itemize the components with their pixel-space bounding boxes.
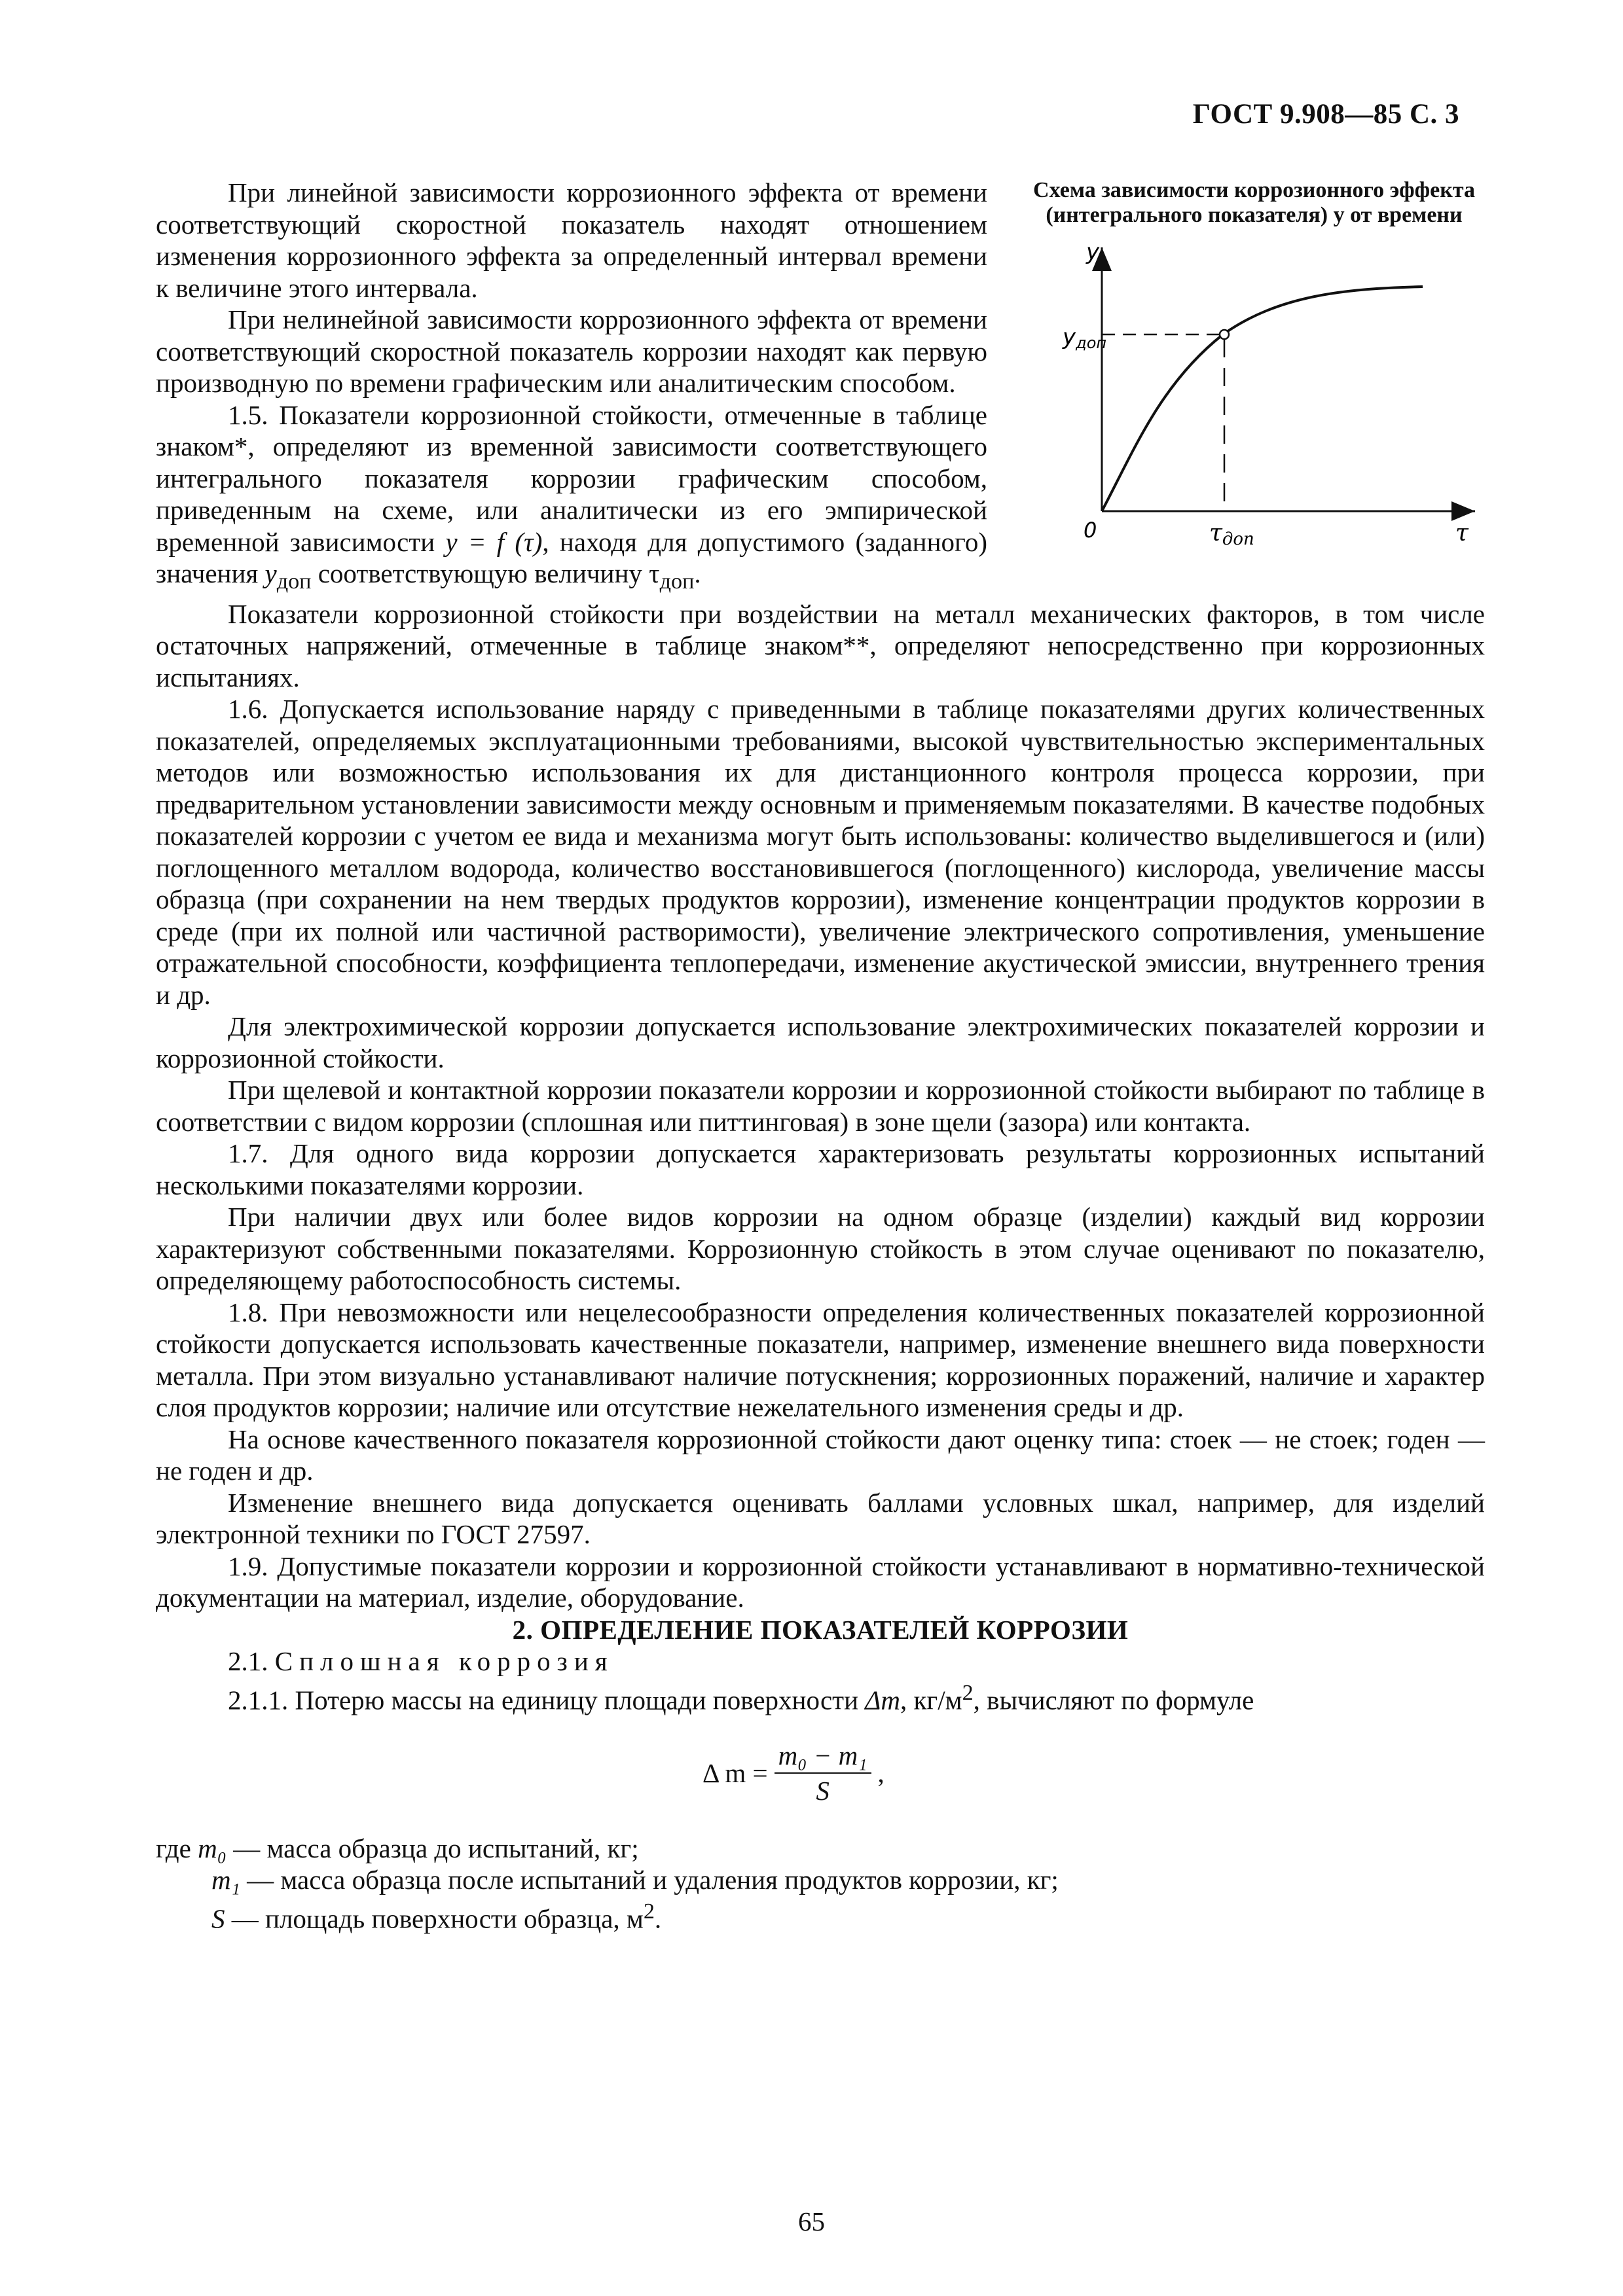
- formula-legend: [156, 1833, 1485, 1935]
- mass-loss-formula: [702, 1740, 884, 1807]
- formula-block: [156, 1728, 1485, 1826]
- legend-line: S — площадь поверхности образца, $м^2$.: [211, 1899, 662, 1934]
- paragraph: При наличии двух или более видов коррозии на одном образце (изделии) каждый вид коррозии характеризуют собственными показателями. Коррозионную стойкость в этом случае оценивают по показателю, определяющему работоспособность системы.: [156, 1202, 1485, 1296]
- y-axis-label: y: [1086, 240, 1100, 265]
- paragraph-1-8: 1.8. При невозможности или нецелесообразности определения количественных показателей коррозионной стойкости допускается использовать качественные показатели, например, изменение внешнего вида поверхности металла. При этом визуально устанавливают наличие потускнения; коррозионных поражений, наличие и характер слоя продуктов коррозии; наличие или отсутствие нежелательного изменения среды и др.: [156, 1297, 1485, 1423]
- paragraph-1-6: 1.6. Допускается использование наряду с приведенными в таблице показателями других количественных показателей, определяемых эксплуатационными требованиями, высокой чувствительностью экспериментальных методов или возможностью использования их для дистанционного контроля процесса коррозии, при предварительном установлении зависимости между основным и применяемым показателями. В качестве подобных показателей коррозии с учетом ее вида и механизма могут быть использованы: количество выделившегося и (или) поглощенного металлом водорода, количество восстановившегося (поглощенного) кислорода, увеличение массы образца (при сохранении на нем твердых продуктов коррозии), изменение концентрации продуктов коррозии в среде (при их полной или частичной растворимости), увеличение электрического сопротивления, уменьшение отражательной способности, коэффициента теплопередачи, изменение акустической эмиссии, внутреннего трения и др.: [156, 694, 1485, 1010]
- paragraph-2-1-1: 2.1.1. Потерю массы на единицу площади поверхности Δm, $кг/м^2$, вычисляют по формуле: [228, 1680, 1254, 1715]
- formula-tail: ,: [877, 1758, 884, 1789]
- legend-line: m₁ — масса образца после испытаний и удаления продуктов коррозии, кг;: [211, 1865, 1059, 1895]
- formula-denominator: S: [816, 1776, 830, 1806]
- figure-caption: Схема зависимости коррозионного эффекта (интегрального показателя) y от времени: [1033, 178, 1475, 227]
- tdop-label: τдоп: [1209, 520, 1254, 549]
- paragraph: При щелевой и контактной коррозии показатели коррозии и коррозионной стойкости выбирают по таблице в соответствии с видом коррозии (сплошная или питтинговая) в зоне щели (зазора) или контакта.: [156, 1075, 1485, 1137]
- figure-corrosion-schema: [1023, 178, 1485, 554]
- formula-numerator: m₀ − m₁: [775, 1740, 871, 1774]
- paragraph: При нелинейной зависимости коррозионного эффекта от времени соответствующий скоростной показатель коррозии находят как первую производную по времени графическим или аналитическим способом.: [156, 304, 987, 398]
- paragraph: Для электрохимической коррозии допускается использование электрохимических показателей коррозии и коррозионной стойкости.: [156, 1011, 1485, 1073]
- paragraph: Показатели коррозионной стойкости при воздействии на металл механических факторов, в том числе остаточных напряжений, отмеченные в таблице знаком**, определяют непосредственно при коррозионных испытаниях.: [156, 598, 1485, 692]
- origin-label: 0: [1084, 518, 1097, 543]
- x-axis-label: τ: [1455, 520, 1468, 547]
- paragraph: При линейной зависимости коррозионного эффекта от времени соответствующий скоростной показатель находят отношением изменения коррозионного эффекта за определенный интервал времени к величине этого интервала.: [156, 177, 987, 303]
- formula-lhs: Δ m =: [702, 1758, 768, 1789]
- paragraph-1-5: 1.5. Показатели коррозионной стойкости, отмеченные в таблице знаком*, определяют из временной зависимости соответствующего интегрального показателя коррозии графическим способом, приведенным на схеме, или аналитически из его эмпирической временной зависимости y = f (τ), находя для допустимого (заданного) значения $y_{доп}$ соответствующую величину $\tau_{доп}$.: [156, 399, 987, 594]
- corrosion-curve: [1102, 287, 1423, 511]
- section-title: 2. ОПРЕДЕЛЕНИЕ ПОКАЗАТЕЛЕЙ КОРРОЗИИ: [512, 1614, 1129, 1645]
- legend-line: где m₀ — масса образца до испытаний, кг;: [156, 1833, 639, 1863]
- subsection-heading: 2.1. Сплошная коррозия: [228, 1646, 614, 1677]
- page-header: ГОСТ 9.908—85 С. 3: [1192, 99, 1459, 130]
- ydop-label: yдоп: [1063, 324, 1107, 352]
- paragraph-1-7: 1.7. Для одного вида коррозии допускается характеризовать результаты коррозионных испытаний несколькими показателями коррозии.: [156, 1138, 1485, 1200]
- paragraph-1-9: 1.9. Допустимые показатели коррозии и коррозионной стойкости устанавливают в нормативно-технической документации на материал, изделие, оборудование.: [156, 1551, 1485, 1613]
- corrosion-curve-diagram: [1023, 240, 1485, 554]
- paragraph: На основе качественного показателя коррозионной стойкости дают оценку типа: стоек — не стоек; годен — не годен и др.: [156, 1424, 1485, 1486]
- page-number: 65: [798, 2206, 825, 2236]
- paragraph: Изменение внешнего вида допускается оценивать баллами условных шкал, например, для изделий электронной техники по ГОСТ 27597.: [156, 1487, 1485, 1550]
- intersection-point: [1220, 330, 1229, 339]
- main-content: [156, 177, 1485, 1935]
- formula-fraction: [775, 1740, 871, 1807]
